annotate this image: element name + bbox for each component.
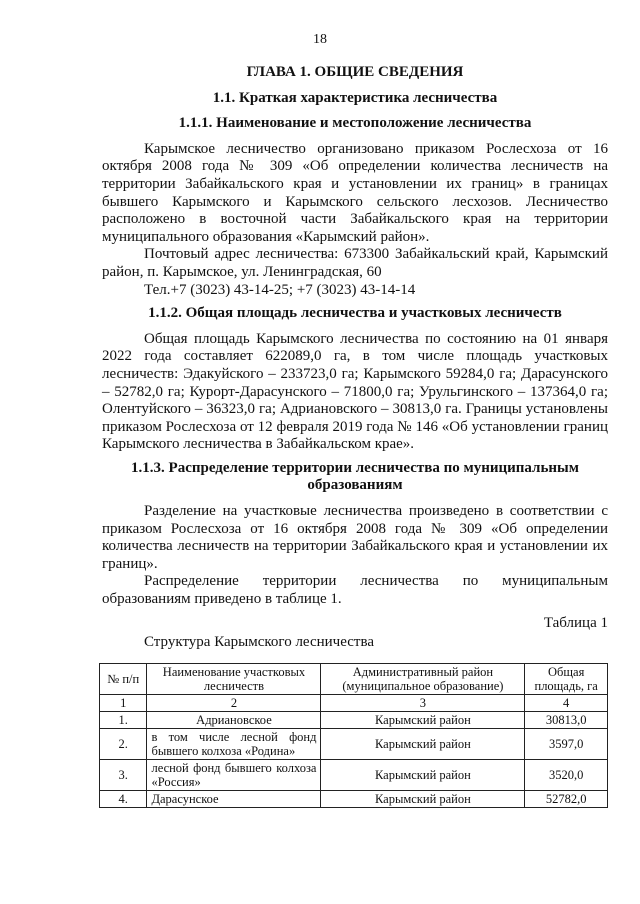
table-row: [100, 791, 608, 808]
section-title-1-1-3: [102, 460, 608, 495]
row-district: Карымский район: [321, 791, 525, 808]
header-forestry-name: Наименование участковых лесничеств: [147, 664, 321, 695]
row-district: Карымский район: [321, 729, 525, 760]
row-forestry-name: лесной фонд бывшего колхоза «Россия»: [147, 760, 321, 791]
section-title-1-1-2: 1.1.2. Общая площадь лесничества и участковых лесничеств: [148, 305, 562, 322]
column-number: 1: [100, 695, 147, 712]
chapter-title: ГЛАВА 1. ОБЩИЕ СВЕДЕНИЯ: [246, 64, 464, 80]
paragraph-organization: Карымское лесничество организовано приказом Рослесхоза от 16 октября 2008 года № 309 «Об определении количества лесничеств на территории Забайкальского края и установлении их границ» в границах бывшего Карымского и Карымского сельского лесхозов. Лесничество расположено в восточной части Забайкальского края на территории муниципального образования «Карымский район».: [102, 140, 608, 245]
document-body: [102, 64, 608, 656]
paragraph-phone: Тел.+7 (3023) 43-14-25; +7 (3023) 43-14-14: [144, 281, 416, 298]
forestry-structure-table: [99, 663, 608, 808]
row-area: 52782,0: [525, 791, 608, 808]
paragraph-distribution: Распределение территории лесничества по муниципальным образованиям приведено в таблице 1.: [102, 573, 608, 608]
header-area: Общая площадь, га: [525, 664, 608, 695]
table-row: [100, 760, 608, 791]
table-column-numbers-row: [100, 695, 608, 712]
table-row: [100, 729, 608, 760]
header-district: Административный район (муниципальное образование): [321, 664, 525, 695]
column-number: 3: [321, 695, 525, 712]
row-area: 3597,0: [525, 729, 608, 760]
section-title-1-1-3-line2: образованиям: [307, 477, 403, 494]
row-forestry-name: Дарасунское: [147, 791, 321, 808]
row-number: 3.: [100, 760, 147, 791]
paragraph-postal-address: Почтовый адрес лесничества: 673300 Забайкальский край, Карымский район, п. Карымское, ул. Ленинградская, 60: [102, 246, 608, 280]
table-caption: Структура Карымского лесничества: [144, 634, 375, 651]
row-number: 1.: [100, 712, 147, 729]
paragraph-total-area: Общая площадь Карымского лесничества по состоянию на 01 января 2022 года составляет 622089,0 га, в том числе площадь участковых лесничеств: Эдакуйского – 233723,0 га; Карымского 59284,0 га; Дарасунского – 52782,0 га; Курорт-Дарасунского – 71800,0 га; Урульгинского – 137364,0 га; Олентуйского – 36323,0 га; Адриановского – 30813,0 га. Границы установлены приказом Рослесхоза от 12 февраля 2019 года № 146 «Об установлении границ Карымского лесничества в Забайкальском крае».: [102, 330, 608, 453]
table-label: Таблица 1: [543, 614, 608, 631]
row-number: 4.: [100, 791, 147, 808]
table-header-row: [100, 664, 608, 695]
column-number: 2: [147, 695, 321, 712]
row-area: 3520,0: [525, 760, 608, 791]
section-title-1-1-3-line1: 1.1.3. Распределение территории лесничества по муниципальным: [131, 459, 579, 476]
page-number: 18: [313, 32, 327, 47]
row-forestry-name: в том числе лесной фонд бывшего колхоза «Родина»: [147, 729, 321, 760]
section-title-1-1-1: 1.1.1. Наименование и местоположение лесничества: [178, 115, 532, 132]
row-district: Карымский район: [321, 712, 525, 729]
table-row: [100, 712, 608, 729]
row-district: Карымский район: [321, 760, 525, 791]
row-area: 30813,0: [525, 712, 608, 729]
header-number: № п/п: [100, 664, 147, 695]
row-number: 2.: [100, 729, 147, 760]
column-number: 4: [525, 695, 608, 712]
paragraph-division: Разделение на участковые лесничества произведено в соответствии с приказом Рослесхоза от 16 октября 2008 года № 309 «Об определении количества лесничеств на территории Забайкальского края и установлении их границ».: [102, 503, 608, 572]
section-title-1-1: 1.1. Краткая характеристика лесничества: [212, 89, 498, 106]
row-forestry-name: Адриановское: [147, 712, 321, 729]
